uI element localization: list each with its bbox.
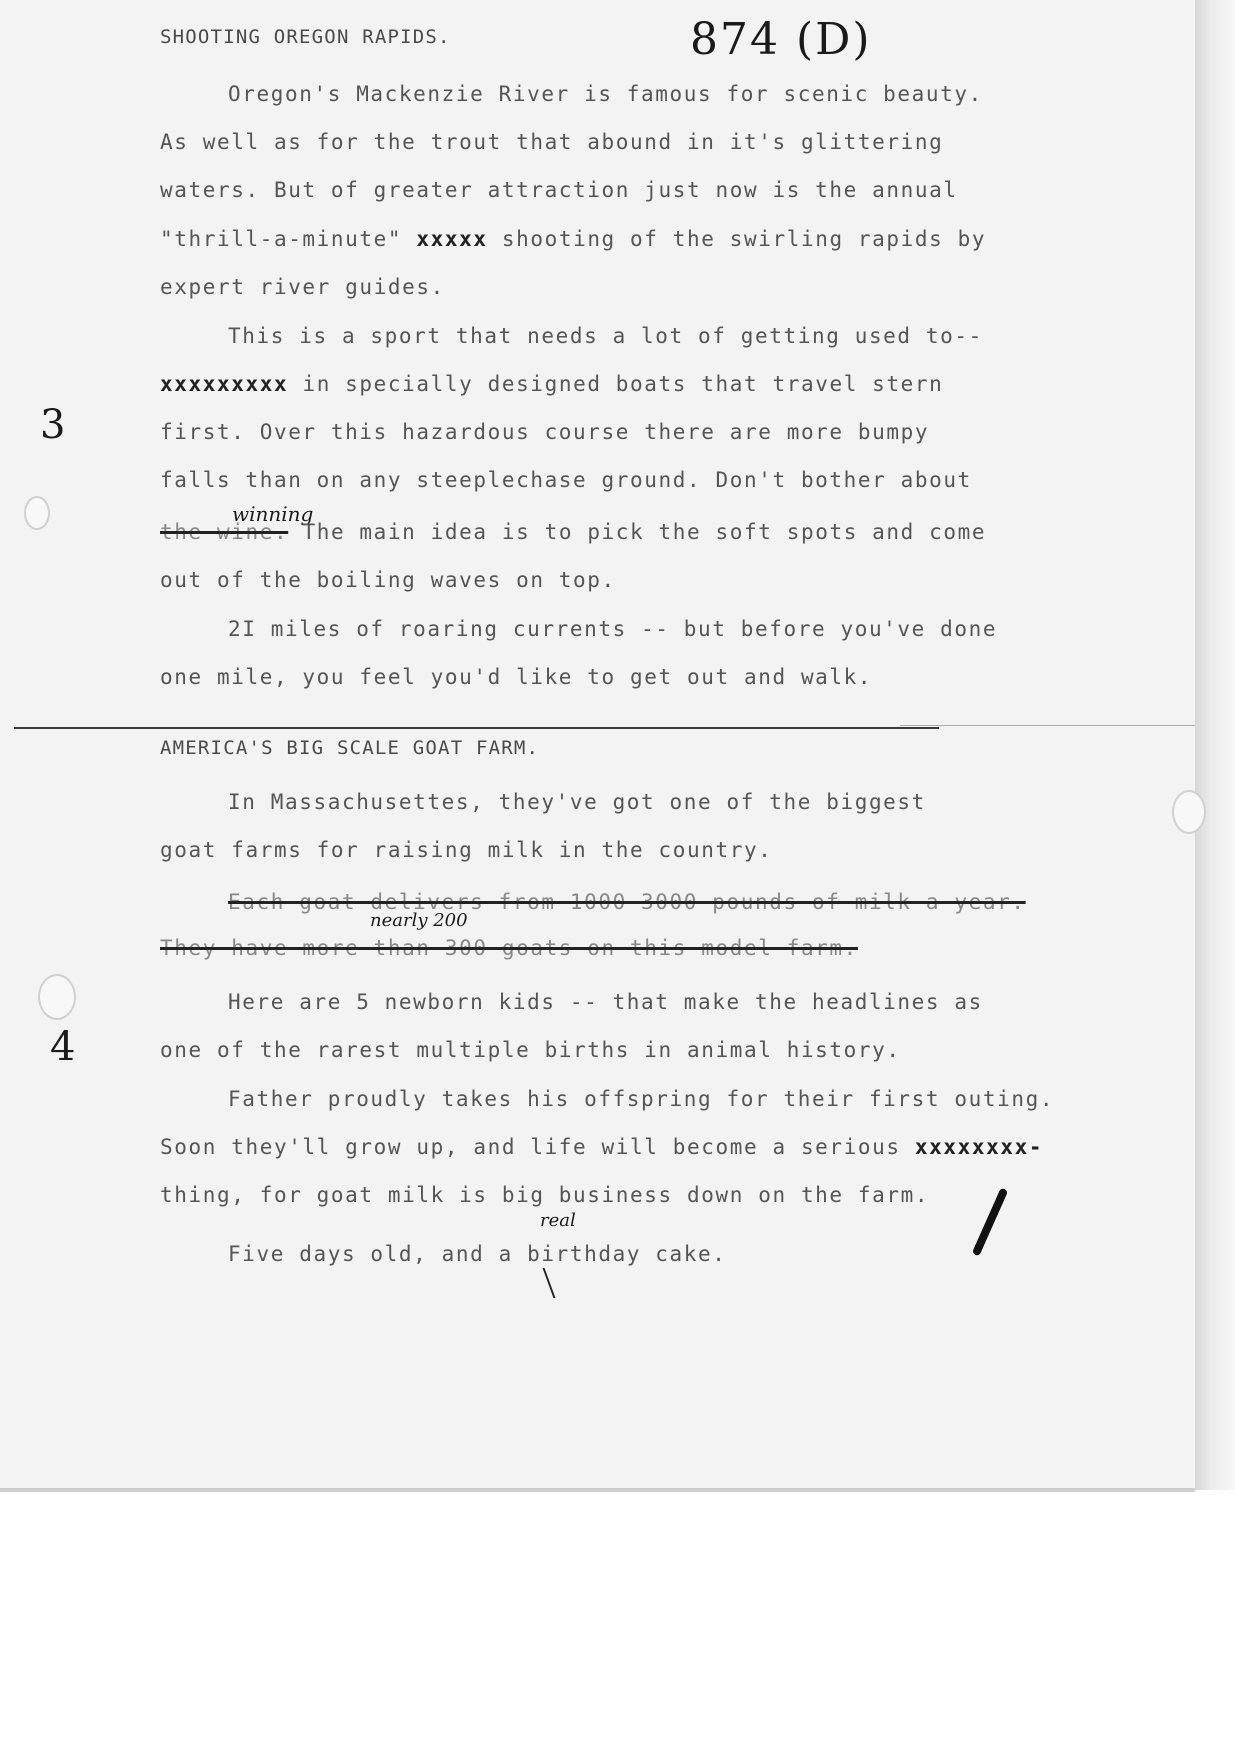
page-bottom-edge [0, 1488, 1195, 1492]
text-segment: shooting of the swirling rapids by [501, 227, 987, 251]
text-line: In Massachusettes, they've got one of the biggest [228, 790, 926, 814]
text-line [160, 520, 986, 544]
text-segment: Soon they'll grow up, and life will become a serious [160, 1135, 901, 1159]
section-title: AMERICA'S BIG SCALE GOAT FARM. [160, 737, 540, 759]
section-divider [14, 727, 939, 729]
handwritten-insert: real [540, 1210, 576, 1231]
punch-hole [1172, 790, 1206, 834]
text-line: thing, for goat milk is big business down on the farm. [160, 1183, 930, 1207]
text-line: falls than on any steeplechase ground. Don't bother about [160, 468, 972, 492]
text-line: goat farms for raising milk in the country. [160, 838, 773, 862]
text-line: one of the rarest multiple births in animal history. [160, 1038, 901, 1062]
text-line: one mile, you feel you'd like to get out and walk. [160, 665, 873, 689]
text-line: first. Over this hazardous course there are more bumpy [160, 420, 930, 444]
text-line: out of the boiling waves on top. [160, 568, 616, 592]
typed-strikeout: xxxxx [416, 227, 488, 251]
handwritten-insert: winning [232, 502, 314, 526]
text-line: Here are 5 newborn kids -- that make the headlines as [228, 990, 983, 1014]
struck-line: They have more than 300 goats on this model farm. [160, 936, 858, 960]
margin-number-4: 4 [50, 1024, 76, 1070]
text-line [160, 1135, 1043, 1159]
text-line [160, 372, 943, 396]
text-line: 2I miles of roaring currents -- but before you've done [228, 617, 998, 641]
typed-strikeout: xxxxxxxxx [160, 372, 289, 396]
text-segment: in specially designed boats that travel stern [302, 372, 944, 396]
handwritten-reference-number: 874 (D) [690, 14, 872, 65]
text-line: Oregon's Mackenzie River is famous for scenic beauty. [228, 82, 983, 106]
text-line: Father proudly takes his offspring for their first outing. [228, 1087, 1055, 1111]
document-title: SHOOTING OREGON RAPIDS. [160, 26, 451, 48]
text-line [160, 227, 986, 251]
text-segment: The main idea is to pick the soft spots and come [302, 520, 987, 544]
punch-hole [24, 496, 50, 530]
page-edge-shadow [1195, 0, 1235, 1490]
handwritten-correction: nearly 200 [370, 910, 468, 931]
text-line: As well as for the trout that abound in it's glittering [160, 130, 944, 154]
quote-text: "thrill-a-minute" [160, 227, 403, 251]
margin-number-3: 3 [40, 402, 66, 448]
text-line: waters. But of greater attraction just now is the annual [160, 178, 958, 202]
section-divider-faint [900, 725, 1195, 726]
typed-strikeout: xxxxxxxx- [914, 1135, 1044, 1159]
struck-words: the wine. [160, 520, 289, 544]
text-line: This is a sport that needs a lot of getting used to-- [228, 324, 983, 348]
text-line: Five days old, and a birthday cake. [228, 1242, 727, 1266]
punch-hole [38, 974, 76, 1020]
text-line: expert river guides. [160, 275, 445, 299]
struck-line: Each goat delivers from 1000-3000 pounds of milk a year. [228, 890, 1026, 914]
